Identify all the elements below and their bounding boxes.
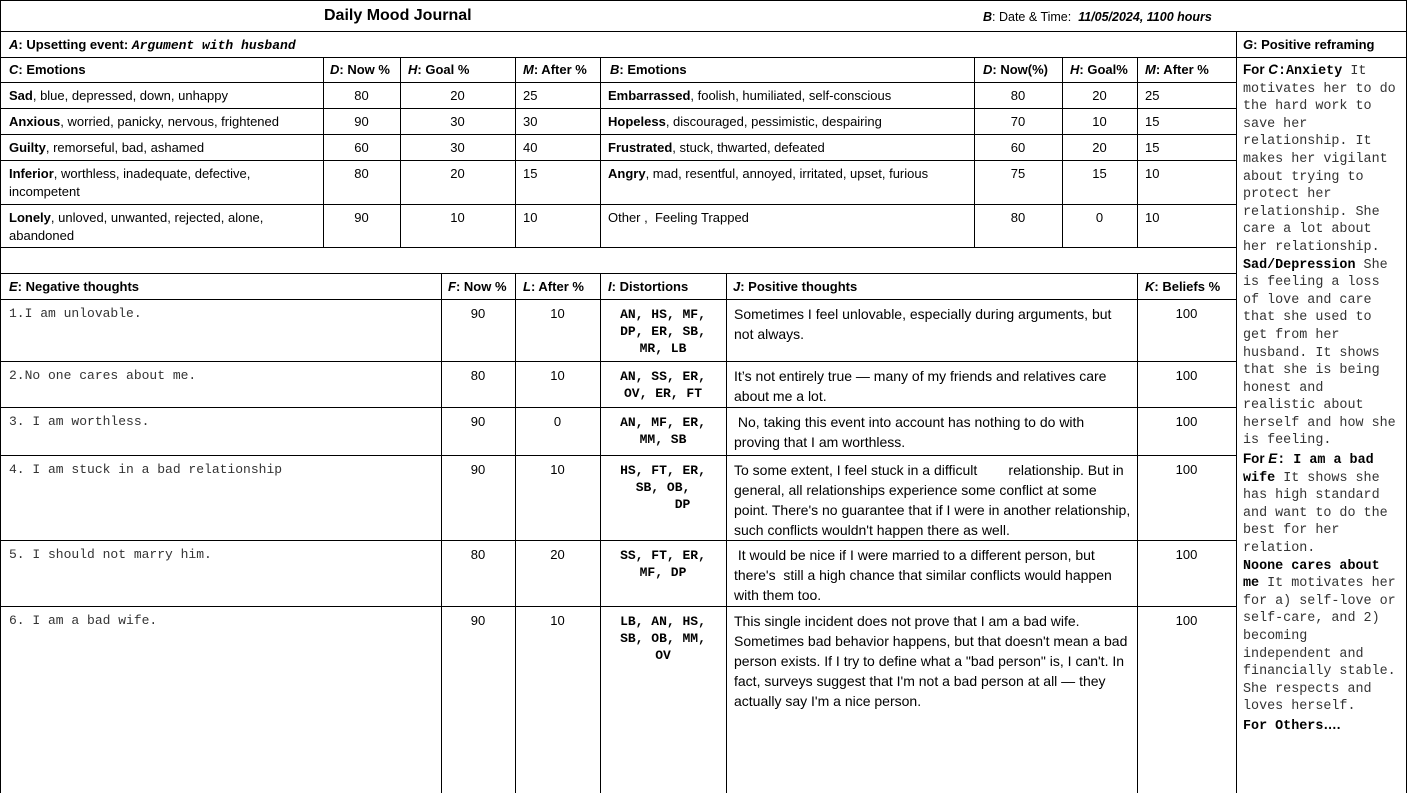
line-thoughts-header-bottom: [0, 299, 1236, 300]
emotion-key: Sad: [9, 88, 33, 103]
header-label: : Now %: [339, 62, 390, 77]
positive-thought-1: Sometimes I feel unlovable, especially during arguments, but not always.: [734, 306, 1112, 342]
reframe-badwife-key: : I am a bad wife: [1243, 453, 1374, 486]
right-now-4: 75: [1010, 166, 1026, 181]
header-prefix: L: [523, 279, 531, 294]
right-after-5: 10: [1145, 210, 1160, 225]
left-now-2: 90: [354, 114, 369, 129]
header-prefix: J: [733, 279, 741, 294]
negative-thought-1: 1.I am unlovable.: [9, 306, 142, 321]
date-value: 11/05/2024, 1100 hours: [1078, 10, 1212, 24]
positive-thought-2: It’s not entirely true — many of my friends and relatives care about me a lot.: [734, 368, 1107, 404]
reframe-sad-key: Sad/Depression: [1243, 257, 1356, 273]
reframe-e-prefix: E: [1268, 451, 1278, 467]
header-label: : Now %: [455, 279, 507, 294]
header-label: : Goal%: [1079, 62, 1128, 77]
header-label: : After %: [1155, 62, 1209, 77]
emotion-key: Lonely: [9, 210, 51, 225]
right-now-2: 70: [1010, 114, 1026, 129]
right-after-2: 15: [1145, 114, 1160, 129]
date-time: [983, 8, 1212, 26]
vline-emo-4: [600, 57, 601, 247]
line-emo-row1: [0, 108, 1236, 109]
reframe-for-label: For: [1243, 451, 1269, 467]
belief-1: 100: [1175, 306, 1198, 321]
header-positive-thoughts: [733, 278, 857, 296]
distortions-1: AN, HS, MF, DP, ER, SB, MR, LB: [620, 307, 706, 356]
emotion-words: , foolish, humiliated, self-conscious: [690, 88, 892, 103]
thought-now-1: 90: [470, 306, 486, 321]
distortions-5: SS, FT, ER, MF, DP: [620, 548, 706, 580]
header-right-emotions: [610, 61, 687, 79]
left-goal-2: 30: [450, 114, 465, 129]
header-prefix: H: [1070, 62, 1080, 77]
upsetting-event: [9, 36, 296, 55]
negative-thought-5: 5. I should not marry him.: [9, 547, 212, 562]
emotion-right-4: [608, 165, 968, 183]
positive-thought-3: No, taking this event into account has nothing to do with proving that I am worthless.: [734, 414, 1089, 450]
reframe-anxiety-key: :Anxiety: [1277, 64, 1343, 79]
right-goal-2: 10: [1092, 114, 1107, 129]
belief-5: 100: [1175, 547, 1198, 562]
positive-thought-4: To some extent, I feel stuck in a difficult relationship. But in general, all relationships experience some conflict at some point. There's no guarantee that if I were in another relationship, such conflicts wouldn't happen there as well.: [734, 462, 1135, 538]
vline-emo-3: [515, 57, 516, 247]
reframe-badwife-text: It shows she has high standard and want to do the best for her relation.: [1243, 470, 1388, 557]
belief-6: 100: [1175, 613, 1198, 628]
header-label: : Emotions: [619, 62, 687, 77]
right-now-1: 80: [1010, 88, 1026, 103]
line-emo-row4: [0, 204, 1236, 205]
right-goal-3: 20: [1092, 140, 1107, 155]
emotion-key: Anxious: [9, 114, 61, 129]
line-thought-row2: [0, 407, 1236, 408]
frame-left-line: [0, 0, 1, 793]
header-prefix: I: [608, 279, 612, 294]
reframe-others-ellipsis: ….: [1323, 716, 1341, 732]
right-goal-5: 0: [1095, 210, 1104, 225]
right-after-3: 15: [1145, 140, 1160, 155]
header-right-goal: [1070, 61, 1128, 79]
emotion-words: Other , Feeling Trapped: [608, 210, 749, 225]
line-thought-row5: [0, 606, 1236, 607]
header-beliefs: [1145, 278, 1220, 296]
header-thought-after: [523, 278, 584, 296]
distortions-4: HS, FT, ER, SB, OB, DP: [620, 463, 706, 512]
vline-th-1: [441, 273, 442, 793]
left-goal-4: 20: [450, 166, 465, 181]
emotion-right-5: [608, 209, 968, 227]
right-goal-4: 15: [1092, 166, 1107, 181]
left-after-2: 30: [523, 114, 538, 129]
reframe-others-key: For Others: [1243, 718, 1324, 734]
left-now-1: 80: [354, 88, 369, 103]
emotion-words: , discouraged, pessimistic, despairing: [665, 114, 882, 129]
emotion-right-2: [608, 113, 968, 131]
line-event-bottom: [0, 57, 1407, 58]
emotion-right-1: [608, 87, 968, 105]
header-prefix: D: [983, 62, 993, 77]
thought-after-2: 10: [550, 368, 565, 383]
distortions-6: LB, AN, HS, SB, OB, MM, OV: [620, 614, 706, 663]
right-now-3: 60: [1010, 140, 1026, 155]
left-after-4: 15: [523, 166, 538, 181]
left-now-5: 90: [354, 210, 369, 225]
left-now-3: 60: [354, 140, 369, 155]
header-left-emotions: [9, 61, 86, 79]
emotion-left-2: [9, 113, 309, 131]
emotion-key: Guilty: [9, 140, 46, 155]
header-label: : Emotions: [18, 62, 86, 77]
line-thought-row1: [0, 361, 1236, 362]
header-label: : Distortions: [611, 279, 689, 294]
line-emo-bottom: [0, 247, 1236, 248]
emotion-words: , blue, depressed, down, unhappy: [32, 88, 228, 103]
line-title-bottom: [0, 31, 1407, 32]
header-prefix: M: [523, 62, 534, 77]
header-distortions: [608, 278, 688, 296]
emotion-key: Hopeless: [608, 114, 666, 129]
positive-thought-6: This single incident does not prove that I am a bad wife. Sometimes bad behavior happens, but that doesn't mean a bad person exists. If I try to define what a "bad person" is, I can't. In fact, surveys suggest that I'm not a bad person at all — they actually say I'm a nice person.: [734, 613, 1128, 709]
reframe-noone-text: It motivates her for a) self-love or self-care, and 2) becoming independent and financially stable. She respects and loves herself.: [1243, 576, 1396, 715]
line-thought-row4: [0, 540, 1236, 541]
emotion-left-4: [9, 165, 309, 201]
reframe-noone-key: Noone cares about me: [1243, 558, 1380, 592]
header-label: : Now(%): [992, 62, 1048, 77]
distortions-2: AN, SS, ER, OV, ER, FT: [620, 369, 706, 401]
header-prefix: C: [9, 62, 19, 77]
negative-thought-3: 3. I am worthless.: [9, 414, 150, 429]
header-right-after: [1145, 61, 1209, 79]
header-negative-thoughts: [9, 278, 139, 296]
thought-after-6: 10: [550, 613, 565, 628]
emotion-left-5: [9, 209, 309, 245]
reframe-column-line: [1236, 31, 1237, 793]
reframe-c-prefix: C: [1268, 62, 1278, 77]
header-prefix: B: [610, 62, 620, 77]
header-prefix: D: [330, 62, 340, 77]
line-thought-row3: [0, 455, 1236, 456]
line-emo-header-bottom: [0, 82, 1236, 83]
positive-thought-5: It would be nice if I were married to a different person, but there's still a high chance that similar conflicts would happen with them too.: [734, 547, 1116, 603]
negative-thought-2: 2.No one cares about me.: [9, 368, 197, 383]
emotion-words: , worthless, inadequate, defective, incompetent: [9, 166, 251, 199]
header-label: : After %: [530, 279, 584, 294]
header-prefix: H: [408, 62, 418, 77]
thought-now-3: 90: [470, 414, 486, 429]
right-goal-1: 20: [1092, 88, 1107, 103]
belief-2: 100: [1175, 368, 1198, 383]
emotion-key: Frustrated: [608, 140, 673, 155]
thought-now-5: 80: [470, 547, 486, 562]
emotion-words: , remorseful, bad, ashamed: [45, 140, 205, 155]
header-left-after: [523, 61, 587, 79]
emotion-words: , worried, panicky, nervous, frightened: [60, 114, 279, 129]
thought-after-3: 0: [553, 414, 562, 429]
header-prefix: F: [448, 279, 456, 294]
thought-now-4: 90: [470, 462, 486, 477]
negative-thought-4: 4. I am stuck in a bad relationship: [9, 462, 283, 477]
right-after-1: 25: [1145, 88, 1160, 103]
negative-thought-6: 6. I am a bad wife.: [9, 613, 158, 628]
header-prefix: K: [1145, 279, 1155, 294]
vline-th-5: [1137, 273, 1138, 793]
event-value: Argument with husband: [131, 38, 296, 53]
emotion-right-3: [608, 139, 968, 157]
right-now-5: 80: [1010, 210, 1026, 225]
header-label: : Goal %: [417, 62, 470, 77]
header-left-now: [330, 61, 390, 79]
emotion-key: Angry: [608, 166, 646, 181]
header-label: : Positive thoughts: [740, 279, 858, 294]
header-label: : After %: [533, 62, 587, 77]
emotion-left-1: [9, 87, 309, 105]
header-label: : Negative thoughts: [17, 279, 140, 294]
header-label: : Beliefs %: [1154, 279, 1221, 294]
line-emo-row2: [0, 134, 1236, 135]
belief-3: 100: [1175, 414, 1198, 429]
frame-right-line: [1406, 0, 1407, 793]
date-prefix: B: [983, 10, 993, 24]
emotion-words: , stuck, thwarted, defeated: [672, 140, 825, 155]
vline-th-2: [515, 273, 516, 793]
vline-th-4: [726, 273, 727, 793]
header-prefix: M: [1145, 62, 1156, 77]
page-title: Daily Mood Journal: [324, 7, 472, 24]
header-prefix: E: [9, 279, 18, 294]
left-after-1: 25: [523, 88, 538, 103]
left-goal-5: 10: [450, 210, 465, 225]
frame-top-line: [0, 0, 1407, 1]
emotion-words: , mad, resentful, annoyed, irritated, upset, furious: [645, 166, 929, 181]
emotion-key: Inferior: [9, 166, 54, 181]
thought-after-5: 20: [550, 547, 565, 562]
thought-after-1: 10: [550, 306, 565, 321]
reframe-header-prefix: G: [1243, 37, 1254, 52]
line-emo-row3: [0, 160, 1236, 161]
emotion-left-3: [9, 139, 309, 157]
header-left-goal: [408, 61, 469, 79]
reframe-header-label: : Positive reframing: [1253, 37, 1375, 52]
event-label: : Upsetting event:: [18, 37, 129, 52]
reframe-sad-text: She is feeling a loss of love and care that she used to get from her husband. It shows that she is being honest and realistic about herself and how she is feeling.: [1243, 257, 1396, 449]
left-after-5: 10: [523, 210, 538, 225]
thought-now-2: 80: [470, 368, 486, 383]
distortions-3: AN, MF, ER, MM, SB: [620, 415, 706, 447]
thought-now-6: 90: [470, 613, 486, 628]
left-after-3: 40: [523, 140, 538, 155]
date-label: : Date & Time:: [992, 10, 1072, 24]
vline-emo-7: [1137, 57, 1138, 247]
positive-reframing-text: [1243, 61, 1403, 736]
left-goal-1: 20: [450, 88, 465, 103]
reframe-anxiety-text: It motivates her to do the hard work to save her relationship. It makes her vigilant about trying to protect her relationship. She care a lot about her relationship.: [1243, 64, 1396, 255]
line-thoughts-top: [0, 273, 1236, 274]
event-prefix: A: [9, 37, 19, 52]
belief-4: 100: [1175, 462, 1198, 477]
reframe-header: [1243, 36, 1375, 54]
right-after-4: 10: [1145, 166, 1160, 181]
reframe-for-label: For: [1243, 62, 1269, 77]
emotion-words: , unloved, unwanted, rejected, alone, abandoned: [9, 210, 264, 243]
left-now-4: 80: [354, 166, 369, 181]
emotion-key: Embarrassed: [608, 88, 691, 103]
header-right-now: [983, 61, 1048, 79]
header-thought-now: [448, 278, 507, 296]
left-goal-3: 30: [450, 140, 465, 155]
thought-after-4: 10: [550, 462, 565, 477]
